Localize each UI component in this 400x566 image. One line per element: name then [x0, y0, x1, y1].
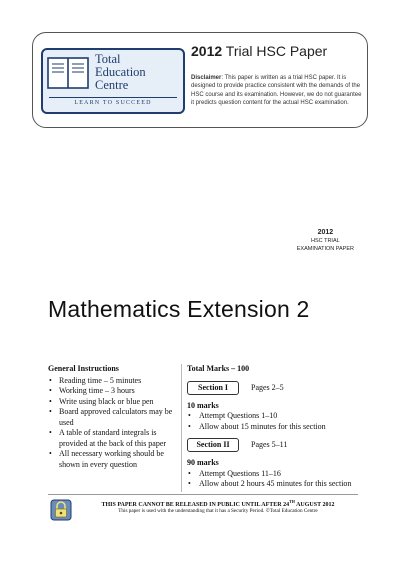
list-item — [187, 479, 367, 490]
security-notice: This paper is used with the understanding that it has a Security Period. ©Total Education Centre — [118, 508, 318, 514]
general-instructions-title: General Instructions — [48, 364, 119, 373]
exam-meta — [297, 228, 354, 253]
logo-tagline: LEARN TO SUCCEED — [74, 100, 152, 106]
section-2-item: Allow about 2 hours 45 minutes for this section — [199, 479, 352, 488]
total-marks-title: Total Marks – 100 — [187, 364, 250, 373]
instruction-text: Working time – 3 hours — [59, 386, 135, 395]
disclaimer-label: Disclaimer — [191, 75, 222, 81]
instruction-text: Reading time – 5 minutes — [59, 375, 142, 385]
list-item — [48, 449, 178, 470]
bullet-icon: • — [188, 479, 191, 488]
bullet-icon: • — [49, 449, 52, 458]
list-item — [187, 422, 367, 433]
list-item — [187, 411, 367, 422]
exam-paper-label: EXAMINATION PAPER — [296, 245, 354, 252]
subject-title: Mathematics Extension 2 — [48, 296, 310, 322]
release-notice — [78, 499, 358, 508]
section-1-marks: 10 marks — [187, 400, 219, 410]
section-2-pages: Pages 5–11 — [251, 440, 288, 449]
section-1-item: Attempt Questions 1–10 — [199, 411, 278, 420]
instruction-text: Write using black or blue pen — [59, 396, 154, 406]
section-1-header — [187, 381, 367, 397]
bullet-icon: • — [49, 428, 52, 437]
disclaimer-text: : This paper is written as a trial HSC paper. It is designed to provide practice consistent with the demands of the HSC course and its examination. However, we do not guarantee it predicts question content for the actual HSC examination. — [191, 75, 362, 107]
section-2-item: Attempt Questions 11–16 — [199, 468, 281, 478]
release-notice-date: AUGUST 2012 — [294, 502, 335, 508]
list-item — [48, 376, 178, 387]
section-2-list — [187, 469, 367, 490]
total-marks-panel — [187, 364, 367, 490]
instruction-text: All necessary working should be shown in every question — [59, 449, 164, 469]
section-1-label: Section I — [187, 381, 239, 395]
general-instructions-list — [48, 376, 178, 471]
bullet-icon: • — [49, 407, 52, 416]
logo-divider — [49, 97, 177, 98]
security-footer — [48, 494, 358, 523]
bullet-icon: • — [49, 396, 52, 406]
section-2-label: Section II — [187, 438, 239, 452]
paper-title-year: 2012 — [191, 43, 223, 59]
exam-type: HSC TRIAL — [311, 238, 340, 244]
list-item — [187, 469, 367, 480]
column-divider — [181, 364, 182, 492]
release-notice-suffix: TH — [289, 499, 295, 504]
logo-name-line3: Centre — [95, 78, 129, 92]
bullet-icon: • — [188, 421, 191, 431]
section-2-marks: 90 marks — [187, 458, 219, 467]
bullet-icon: • — [188, 411, 191, 420]
bullet-icon: • — [49, 375, 52, 385]
bullet-icon: • — [188, 468, 191, 478]
paper-title-text: Trial HSC Paper — [222, 43, 328, 59]
section-1-item: Allow about 15 minutes for this section — [199, 421, 326, 431]
logo-name-line2: Education — [95, 65, 146, 79]
list-item — [48, 407, 178, 428]
open-book-icon — [47, 54, 89, 90]
security-lock-icon — [50, 499, 72, 521]
exam-year: 2012 — [317, 229, 334, 236]
disclaimer — [191, 74, 363, 108]
logo-name — [95, 53, 185, 92]
list-item — [48, 397, 178, 408]
logo-name-line1: Total — [95, 52, 121, 66]
list-item — [48, 386, 178, 397]
section-1-pages: Pages 2–5 — [251, 382, 284, 392]
header-panel — [32, 32, 368, 128]
instruction-text: A table of standard integrals is provided at the back of this paper — [59, 428, 167, 448]
section-2-header — [187, 438, 367, 454]
section-1-list — [187, 411, 367, 432]
instruction-text: Board approved calculators may be used — [59, 407, 173, 427]
release-notice-text: THIS PAPER CANNOT BE RELEASED IN PUBLIC UNTIL AFTER 24 — [101, 502, 290, 508]
general-instructions — [48, 364, 178, 470]
paper-title — [191, 43, 327, 59]
list-item — [48, 428, 178, 449]
bullet-icon: • — [49, 386, 52, 395]
total-education-centre-logo — [41, 48, 185, 114]
